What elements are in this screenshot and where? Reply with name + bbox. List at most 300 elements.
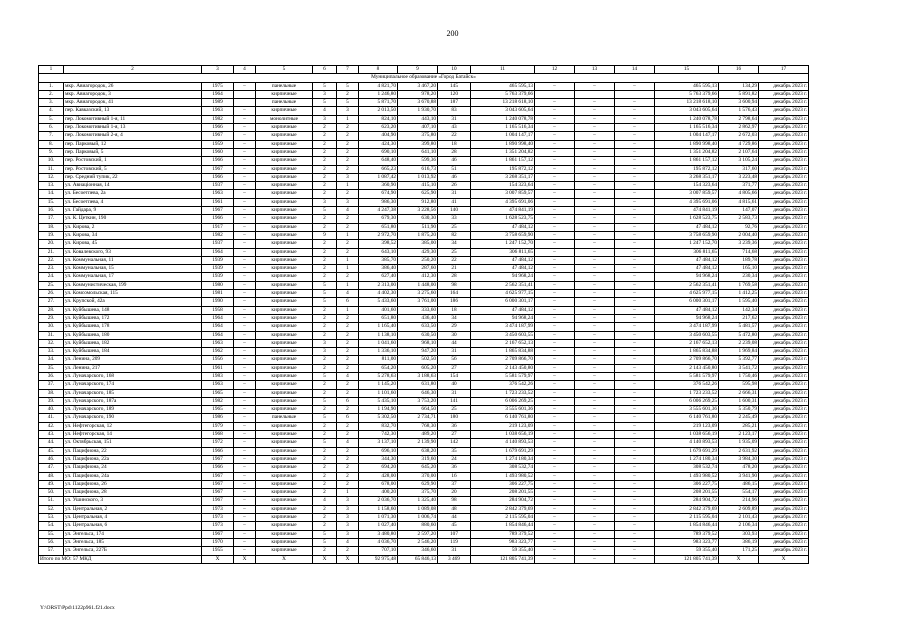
- table-cell: пер. Парковый, 12: [64, 140, 202, 148]
- table-row: [39, 447, 809, 455]
- table-cell: декабрь 2023 г.: [759, 265, 809, 273]
- table-cell: –: [535, 381, 575, 389]
- housing-table: [38, 65, 809, 564]
- table-cell: –: [615, 323, 655, 331]
- table-cell: 22: [438, 256, 471, 264]
- table-cell: 1967: [202, 530, 234, 538]
- table-cell: 1 240 078,78: [655, 115, 719, 123]
- table-cell: –: [535, 190, 575, 198]
- table-cell: кирпичные: [256, 148, 313, 156]
- table-cell: ул. Ковалевского, 93: [64, 248, 202, 256]
- table-cell: 24: [438, 455, 471, 463]
- table-cell: –: [615, 265, 655, 273]
- table-cell: –: [615, 157, 655, 165]
- table-cell: 18: [438, 140, 471, 148]
- table-cell: 5: [313, 538, 337, 546]
- table-cell: –: [535, 389, 575, 397]
- table-cell: 6 000 301,17: [655, 298, 719, 306]
- table-cell: ул. Ленина, 217: [64, 364, 202, 372]
- table-cell: 48: [438, 505, 471, 513]
- table-cell: 1 854 846,44: [655, 522, 719, 530]
- table-cell: декабрь 2023 г.: [759, 414, 809, 422]
- table-cell: 5 472,80: [719, 331, 759, 339]
- table-cell: –: [535, 173, 575, 181]
- table-cell: мкр. Авиагородок, 26: [64, 82, 202, 90]
- table-cell: декабрь 2023 г.: [759, 505, 809, 513]
- header-number-cell: 14: [615, 66, 655, 74]
- table-cell: 398,52: [359, 240, 398, 248]
- table-cell: 978,20: [398, 90, 438, 98]
- table-cell: 4 729,86: [719, 140, 759, 148]
- table-cell: 1963: [202, 107, 234, 115]
- table-cell: 37.: [39, 381, 64, 389]
- table-cell: 31: [438, 115, 471, 123]
- table-cell: 308 532,74: [471, 464, 535, 472]
- table-cell: ул. Центральная, 2: [64, 505, 202, 513]
- table-cell: 386,19: [719, 538, 759, 546]
- table-cell: 36: [438, 464, 471, 472]
- table-cell: кирпичные: [256, 364, 313, 372]
- table-cell: 2 013,50: [359, 107, 398, 115]
- table-cell: –: [234, 530, 256, 538]
- table-cell: 2: [313, 472, 337, 480]
- table-cell: 2: [313, 480, 337, 488]
- table-cell: 4: [337, 290, 359, 298]
- table-cell: 34.: [39, 356, 64, 364]
- table-cell: панельные: [256, 82, 313, 90]
- table-cell: 1979: [202, 422, 234, 430]
- table-cell: декабрь 2023 г.: [759, 165, 809, 173]
- table-cell: кирпичные: [256, 207, 313, 215]
- table-cell: 5: [313, 281, 337, 289]
- table-row: [39, 372, 809, 380]
- table-cell: ул. Центральная, 4: [64, 514, 202, 522]
- table-cell: 696,10: [359, 447, 398, 455]
- table-cell: 2: [313, 157, 337, 165]
- table-cell: –: [535, 472, 575, 480]
- table-cell: –: [575, 165, 615, 173]
- table-cell: 1 194,90: [359, 406, 398, 414]
- table-cell: 2 842 379,69: [655, 505, 719, 513]
- table-cell: ул. Луначарского, 189: [64, 406, 202, 414]
- table-cell: 346,60: [398, 547, 438, 555]
- table-cell: 646,30: [398, 389, 438, 397]
- header-number-cell: 4: [234, 66, 256, 74]
- table-cell: 643,10: [359, 248, 398, 256]
- table-cell: 28.: [39, 306, 64, 314]
- table-cell: кирпичные: [256, 107, 313, 115]
- table-cell: 1968: [202, 431, 234, 439]
- table-cell: ул. Пацифиона, 26: [64, 480, 202, 488]
- table-cell: декабрь 2023 г.: [759, 348, 809, 356]
- table-cell: 208 201,55: [471, 489, 535, 497]
- table-cell: 1 247 152,70: [655, 240, 719, 248]
- table-cell: –: [234, 339, 256, 347]
- total-cell: X: [337, 555, 359, 563]
- table-cell: 3 984,30: [719, 455, 759, 463]
- table-cell: –: [535, 223, 575, 231]
- table-cell: –: [575, 530, 615, 538]
- table-cell: 22: [438, 132, 471, 140]
- table-cell: –: [535, 281, 575, 289]
- table-cell: декабрь 2023 г.: [759, 489, 809, 497]
- table-cell: 2: [337, 406, 359, 414]
- table-cell: кирпичные: [256, 182, 313, 190]
- table-cell: –: [234, 439, 256, 447]
- table-cell: 1958: [202, 306, 234, 314]
- table-cell: 1 890 998,40: [655, 140, 719, 148]
- table-cell: 2 004,40: [719, 231, 759, 239]
- table-cell: декабрь 2023 г.: [759, 480, 809, 488]
- table-cell: 360,90: [359, 182, 398, 190]
- table-cell: 1983: [202, 372, 234, 380]
- table-cell: 6 006 269,25: [471, 397, 535, 405]
- table-cell: 2: [313, 165, 337, 173]
- table-cell: 8.: [39, 140, 64, 148]
- table-cell: 5 350,79: [719, 406, 759, 414]
- table-cell: –: [575, 314, 615, 322]
- table-cell: ул. Пацифиона, 22а: [64, 455, 202, 463]
- table-cell: 6 006 269,25: [655, 397, 719, 405]
- table-cell: 2: [337, 248, 359, 256]
- table-cell: –: [234, 455, 256, 463]
- table-cell: декабрь 2023 г.: [759, 422, 809, 430]
- table-cell: 250,20: [398, 256, 438, 264]
- table-cell: 1939: [202, 256, 234, 264]
- table-cell: 195 872,12: [655, 165, 719, 173]
- table-cell: 94 968,24: [471, 273, 535, 281]
- table-cell: 1 351 204,82: [655, 148, 719, 156]
- table-cell: –: [234, 306, 256, 314]
- table-cell: декабрь 2023 г.: [759, 248, 809, 256]
- table-cell: 308 532,74: [655, 464, 719, 472]
- table-cell: 2: [337, 447, 359, 455]
- table-cell: 1 004 147,17: [655, 132, 719, 140]
- table-cell: 1 038 656,19: [655, 431, 719, 439]
- table-cell: –: [575, 397, 615, 405]
- table-cell: –: [234, 256, 256, 264]
- table-row: [39, 90, 809, 98]
- table-cell: 2: [337, 132, 359, 140]
- table-cell: декабрь 2023 г.: [759, 90, 809, 98]
- table-cell: 5 481,57: [719, 323, 759, 331]
- total-cell: –: [575, 555, 615, 563]
- table-cell: 400,20: [359, 489, 398, 497]
- municipality-title: Муниципальное образование «Город Батайск»: [39, 74, 809, 82]
- table-cell: 375,80: [398, 132, 438, 140]
- table-cell: 1939: [202, 265, 234, 273]
- table-cell: 28: [438, 148, 471, 156]
- table-cell: 2 167 652,13: [471, 339, 535, 347]
- table-cell: 2: [313, 356, 337, 364]
- table-cell: 31: [438, 190, 471, 198]
- header-number-cell: 16: [719, 66, 759, 74]
- table-cell: 1966: [202, 157, 234, 165]
- table-cell: –: [535, 397, 575, 405]
- table-cell: 2: [313, 464, 337, 472]
- table-cell: –: [615, 497, 655, 505]
- table-cell: 11.: [39, 165, 64, 173]
- table-cell: 10.: [39, 157, 64, 165]
- table-cell: 1 412,25: [719, 290, 759, 298]
- table-row: [39, 497, 809, 505]
- table-cell: 3: [337, 514, 359, 522]
- table-cell: 43.: [39, 431, 64, 439]
- table-cell: 1960: [202, 148, 234, 156]
- header-number-cell: 17: [759, 66, 809, 74]
- table-cell: 1990: [202, 298, 234, 306]
- table-cell: декабрь 2023 г.: [759, 140, 809, 148]
- table-cell: 25.: [39, 281, 64, 289]
- table-cell: ул. Куйбышева, 184: [64, 348, 202, 356]
- table-cell: –: [615, 306, 655, 314]
- table-cell: 1937: [202, 182, 234, 190]
- table-cell: 2: [337, 314, 359, 322]
- table-row: [39, 273, 809, 281]
- table-cell: –: [575, 140, 615, 148]
- table-cell: 3: [313, 90, 337, 98]
- table-cell: –: [615, 231, 655, 239]
- table-cell: –: [575, 190, 615, 198]
- table-cell: 2: [313, 173, 337, 181]
- table-cell: 2 631,92: [719, 447, 759, 455]
- total-cell: 121 805 741,39: [471, 555, 535, 563]
- table-cell: декабрь 2023 г.: [759, 231, 809, 239]
- table-cell: 3.: [39, 99, 64, 107]
- table-cell: кирпичные: [256, 422, 313, 430]
- table-cell: 1 448,00: [398, 281, 438, 289]
- table-cell: 27: [438, 364, 471, 372]
- table-cell: 2: [313, 381, 337, 389]
- table-cell: пер. Ростовский, 5: [64, 165, 202, 173]
- table-cell: ул. Коммунальная, 15: [64, 265, 202, 273]
- table-cell: панельные: [256, 99, 313, 107]
- table-cell: –: [575, 99, 615, 107]
- table-cell: 19.: [39, 231, 64, 239]
- total-cell: X: [202, 555, 234, 563]
- table-cell: 2: [337, 273, 359, 281]
- table-cell: –: [615, 165, 655, 173]
- table-cell: 1 089,08: [398, 505, 438, 513]
- table-cell: 399,80: [398, 140, 438, 148]
- table-row: [39, 298, 809, 306]
- table-cell: –: [535, 231, 575, 239]
- table-cell: ул. Нефтегорская, 12: [64, 422, 202, 430]
- table-cell: 2 709 866,70: [471, 356, 535, 364]
- table-cell: 2: [313, 514, 337, 522]
- table-cell: –: [234, 273, 256, 281]
- table-cell: 2: [313, 431, 337, 439]
- table-cell: декабрь 2023 г.: [759, 290, 809, 298]
- table-cell: 3 239,36: [719, 240, 759, 248]
- table-cell: кирпичные: [256, 480, 313, 488]
- table-cell: 386,40: [359, 265, 398, 273]
- table-cell: –: [575, 157, 615, 165]
- table-cell: 789 379,52: [471, 530, 535, 538]
- table-cell: 2: [313, 265, 337, 273]
- table-cell: –: [615, 464, 655, 472]
- table-cell: 5: [337, 82, 359, 90]
- table-cell: –: [575, 455, 615, 463]
- table-cell: 4: [337, 439, 359, 447]
- table-cell: –: [615, 107, 655, 115]
- table-row: [39, 115, 809, 123]
- table-cell: –: [615, 240, 655, 248]
- table-cell: 1967: [202, 472, 234, 480]
- total-cell: 121 805 741,39: [655, 555, 719, 563]
- table-cell: –: [535, 207, 575, 215]
- table-cell: 2: [313, 248, 337, 256]
- table-cell: 2 972,70: [359, 231, 398, 239]
- table-cell: 25: [438, 248, 471, 256]
- table-cell: кирпичные: [256, 256, 313, 264]
- table-cell: 2: [313, 406, 337, 414]
- table-cell: –: [535, 348, 575, 356]
- table-cell: 2: [337, 165, 359, 173]
- table-cell: 1963: [202, 190, 234, 198]
- table-cell: 2: [313, 422, 337, 430]
- table-cell: 47 484,12: [471, 256, 535, 264]
- table-cell: –: [234, 265, 256, 273]
- table-row: [39, 339, 809, 347]
- table-cell: –: [535, 547, 575, 555]
- table-cell: кирпичные: [256, 248, 313, 256]
- table-cell: 2: [337, 140, 359, 148]
- table-cell: 26: [438, 182, 471, 190]
- table-cell: –: [234, 356, 256, 364]
- header-number-cell: 5: [256, 66, 313, 74]
- table-cell: –: [615, 406, 655, 414]
- table-cell: 3 450 603,55: [471, 331, 535, 339]
- table-cell: кирпичные: [256, 489, 313, 497]
- table-cell: 412,30: [398, 273, 438, 281]
- table-cell: 1961: [202, 364, 234, 372]
- table-cell: 1 006,74: [398, 514, 438, 522]
- table-cell: кирпичные: [256, 455, 313, 463]
- table-cell: 3 007 859,57: [471, 190, 535, 198]
- table-cell: декабрь 2023 г.: [759, 273, 809, 281]
- table-cell: –: [535, 372, 575, 380]
- table-cell: 1970: [202, 538, 234, 546]
- table-cell: 285,21: [719, 422, 759, 430]
- table-cell: –: [575, 522, 615, 530]
- table-cell: 2: [313, 547, 337, 555]
- table-cell: –: [575, 306, 615, 314]
- table-cell: 3 761,00: [398, 298, 438, 306]
- table-cell: –: [234, 522, 256, 530]
- table-row: [39, 290, 809, 298]
- table-cell: –: [234, 389, 256, 397]
- table-cell: 94 968,24: [655, 314, 719, 322]
- table-cell: –: [575, 497, 615, 505]
- table-cell: ул. Кирова, 45: [64, 240, 202, 248]
- table-cell: 25: [438, 406, 471, 414]
- table-cell: 5 891,82: [719, 90, 759, 98]
- table-cell: ул. Авиаціонная, 14: [64, 182, 202, 190]
- table-cell: 39.: [39, 397, 64, 405]
- table-cell: –: [535, 431, 575, 439]
- table-cell: 49.: [39, 480, 64, 488]
- table-cell: 5: [313, 82, 337, 90]
- table-cell: 1 628 523,75: [471, 215, 535, 223]
- table-cell: 4.: [39, 107, 64, 115]
- table-cell: 51: [438, 165, 471, 173]
- table-cell: –: [234, 115, 256, 123]
- table-cell: 1973: [202, 514, 234, 522]
- table-cell: пер. Локомотивный 1-я, 11: [64, 115, 202, 123]
- table-cell: кирпичные: [256, 281, 313, 289]
- table-cell: –: [615, 505, 655, 513]
- table-cell: 664,50: [398, 406, 438, 414]
- table-cell: 2: [313, 314, 337, 322]
- table-cell: 5: [337, 99, 359, 107]
- table-cell: декабрь 2023 г.: [759, 157, 809, 165]
- table-cell: 2: [313, 331, 337, 339]
- table-cell: 306 227,75: [471, 480, 535, 488]
- table-cell: –: [575, 215, 615, 223]
- table-cell: 1 165,40: [359, 323, 398, 331]
- table-cell: 1: [337, 281, 359, 289]
- table-cell: 2 862,97: [719, 124, 759, 132]
- table-cell: 14.: [39, 190, 64, 198]
- table-cell: декабрь 2023 г.: [759, 240, 809, 248]
- table-cell: 1 246,80: [359, 90, 398, 98]
- table-cell: 2: [337, 331, 359, 339]
- table-cell: 59 355,40: [471, 547, 535, 555]
- table-cell: 1966: [202, 215, 234, 223]
- table-cell: 486,15: [719, 480, 759, 488]
- table-cell: 4: [337, 372, 359, 380]
- table-cell: декабрь 2023 г.: [759, 298, 809, 306]
- table-cell: –: [575, 223, 615, 231]
- table-cell: 415,10: [398, 182, 438, 190]
- table-cell: кирпичные: [256, 530, 313, 538]
- table-cell: ул. К. Цеткин, 190: [64, 215, 202, 223]
- table-cell: 2 709 866,70: [655, 356, 719, 364]
- table-cell: 3: [337, 198, 359, 206]
- total-cell: X: [719, 555, 759, 563]
- table-cell: 92,76: [719, 223, 759, 231]
- table-cell: 17.: [39, 215, 64, 223]
- table-cell: 2: [337, 431, 359, 439]
- table-cell: 651,80: [359, 223, 398, 231]
- table-row: [39, 223, 809, 231]
- table-row: [39, 182, 809, 190]
- table-cell: –: [615, 431, 655, 439]
- table-cell: 1966: [202, 173, 234, 181]
- table-cell: –: [234, 497, 256, 505]
- table-row: [39, 439, 809, 447]
- table-cell: 57.: [39, 547, 64, 555]
- table-cell: –: [615, 439, 655, 447]
- table-row: [39, 431, 809, 439]
- table-cell: 3 188,63: [398, 372, 438, 380]
- total-cell: X: [234, 555, 256, 563]
- table-cell: –: [575, 256, 615, 264]
- table-cell: 59 355,40: [655, 547, 719, 555]
- table-cell: 385,00: [398, 240, 438, 248]
- table-cell: ул. Комсомольская, 115: [64, 290, 202, 298]
- table-cell: –: [615, 480, 655, 488]
- table-cell: 824,10: [359, 115, 398, 123]
- table-row: [39, 157, 809, 165]
- table-cell: кирпичные: [256, 472, 313, 480]
- table-cell: 47 484,12: [655, 223, 719, 231]
- table-cell: 38.: [39, 389, 64, 397]
- table-cell: –: [615, 140, 655, 148]
- table-row: [39, 464, 809, 472]
- table-cell: –: [615, 455, 655, 463]
